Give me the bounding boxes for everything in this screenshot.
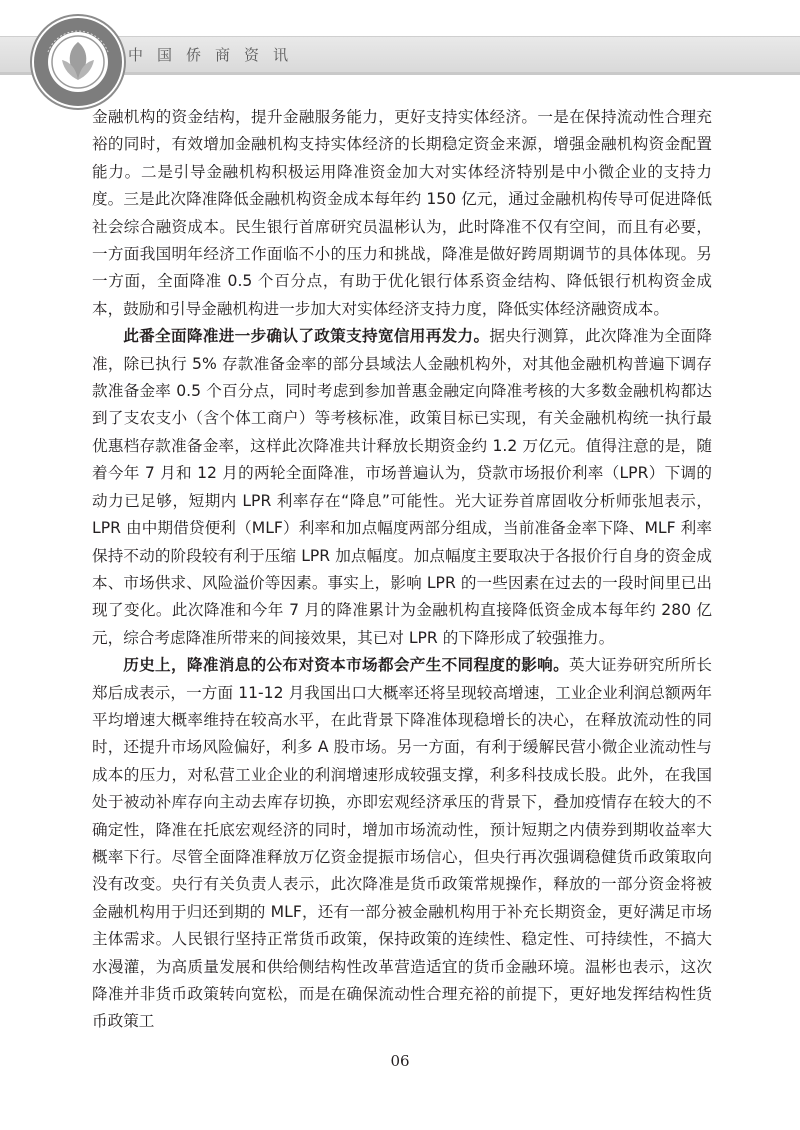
paragraph-2-text: 据央行测算，此次降准为全面降准，除已执行 5% 存款准备金率的部分县域法人金融机构外，对其他金融机构普遍下调存款准备金率 0.5 个百分点，同时考虑到参加普惠金融定向降准考核的大多数金融机构都达到了支农支小（含个体工商户）等考核标准，政策目标已实现，有关金融机构统一执行最优惠档存款准备金率，这样此次降准共计释放长期资金约 1.2 万亿元。值得注意的是，随着今年 7 月和 12 月的两轮全面降准，市场普遍认为，贷款市场报价利率（LPR）下调的动力已足够，短期内 LPR 利率存在“降息”可能性。光大证券首席固收分析师张旭表示，LPR 由中期借贷便利（MLF）利率和加点幅度两部分组成，当前准备金率下降、MLF 利率保持不动的阶段较有利于压缩 LPR 加点幅度。加点幅度主要取决于各报价行自身的资金成本、市场供求、风险溢价等因素。事实上，影响 LPR 的一些因素在过去的一段时间里已出现了变化。此次降准和今年 7 月的降准累计为金融机构直接降低资金成本每年约 280 亿元，综合考虑降准所带来的间接效果，其已对 LPR 的下降形成了较强推力。 — [92, 327, 712, 647]
paragraph-2 — [92, 323, 712, 652]
logo-emblem — [28, 12, 128, 112]
paragraph-3-lead: 历史上，降准消息的公布对资本市场都会产生不同程度的影响。 — [123, 656, 570, 675]
article-body — [92, 104, 712, 1036]
paragraph-1-text: 金融机构的资金结构，提升金融服务能力，更好支持实体经济。一是在保持流动性合理充裕的同时，有效增加金融机构支持实体经济的长期稳定资金来源，增强金融机构资金配置能力。二是引导金融机构积极运用降准资金加大对实体经济特别是中小微企业的支持力度。三是此次降准降低金融机构资金成本每年约 150 亿元，通过金融机构传导可促进降低社会综合融资成本。民生银行首席研究员温彬认为，此时降准不仅有空间，而且有必要，一方面我国明年经济工作面临不小的压力和挑战，降准是做好跨周期调节的具体体现。另一方面，全面降准 0.5 个百分点，有助于优化银行体系资金结构、降低银行机构资金成本，鼓励和引导金融机构进一步加大对实体经济支持力度，降低实体经济融资成本。 — [92, 108, 712, 318]
paragraph-3-text: 英大证券研究所所长郑后成表示，一方面 11-12 月我国出口大概率还将呈现较高增速，工业企业利润总额两年平均增速大概率维持在较高水平，在此背景下降准体现稳增长的决心，在释放流动性的同时，还提升市场风险偏好，利多 A 股市场。另一方面，有利于缓解民营小微企业流动性与成本的压力，对私营工业企业的利润增速形成较强支撑，利多科技成长股。此外，在我国处于被动补库存向主动去库存切换，亦即宏观经济承压的背景下，叠加疫情存在较大的不确定性，降准在托底宏观经济的同时，增加市场流动性，预计短期之内债券到期收益率大概率下行。尽管全面降准释放万亿资金提振市场信心，但央行再次强调稳健货币政策取向没有改变。央行有关负责人表示，此次降准是货币政策常规操作，释放的一部分资金将被金融机构用于归还到期的 MLF，还有一部分被金融机构用于补充长期资金，更好满足市场主体需求。人民银行坚持正常货币政策，保持政策的连续性、稳定性、可持续性，不搞大水漫灌，为高质量发展和供给侧结构性改革营造适宜的货币金融环境。温彬也表示，这次降准并非货币政策转向宽松，而是在确保流动性合理充裕的前提下，更好地发挥结构性货币政策工 — [92, 656, 712, 1031]
paragraph-3 — [92, 652, 712, 1036]
paragraph-1 — [92, 104, 712, 323]
page-number: 06 — [390, 1052, 410, 1070]
paragraph-2-lead: 此番全面降准进一步确认了政策支持宽信用再发力。 — [123, 327, 490, 346]
header-title: 中国侨商资讯 — [128, 46, 303, 64]
